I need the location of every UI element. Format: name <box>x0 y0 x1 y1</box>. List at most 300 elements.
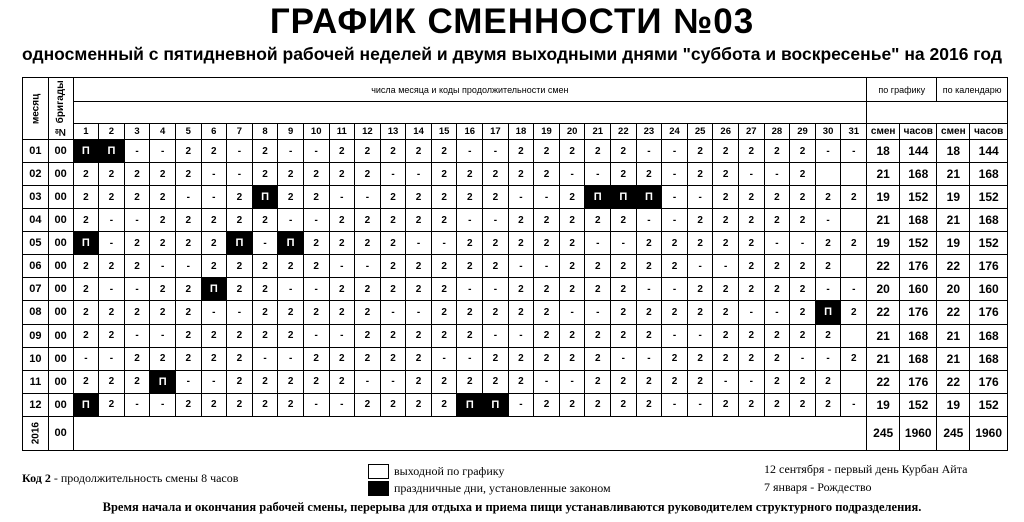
day-cell: 2 <box>662 370 688 393</box>
day-cell: 2 <box>636 393 662 416</box>
page-subtitle: односменный с пятидневной рабочей неделей и двумя выходными днями "суббота и воскресенье" на 2016 год <box>22 44 1002 64</box>
day-cell: 2 <box>99 370 125 393</box>
day-cell: 2 <box>790 278 816 301</box>
day-cell: 2 <box>457 301 483 324</box>
day-cell: 2 <box>483 301 509 324</box>
day-cell: 2 <box>431 140 457 163</box>
day-cell: 2 <box>201 393 227 416</box>
day-cell: - <box>457 140 483 163</box>
totals-spacer <box>867 102 1008 124</box>
day-cell: 2 <box>611 163 637 186</box>
calendar-hours: 176 <box>970 370 1008 393</box>
total-schedule-shifts: 245 <box>867 416 900 450</box>
day-cell: 2 <box>611 324 637 347</box>
day-cell: 2 <box>278 186 304 209</box>
day-cell: 2 <box>380 324 406 347</box>
day-cell: 2 <box>431 186 457 209</box>
day-cell: 2 <box>611 255 637 278</box>
day-cell: - <box>559 301 585 324</box>
day-cell: 2 <box>124 255 150 278</box>
day-cell: 2 <box>380 278 406 301</box>
calendar-hours: 176 <box>970 301 1008 324</box>
day-cell: 2 <box>406 347 432 370</box>
holiday-cell: П <box>278 232 304 255</box>
month-number: 11 <box>23 370 49 393</box>
total-brigade: 00 <box>48 416 73 450</box>
day-cell: 2 <box>380 186 406 209</box>
calendar-hours: 176 <box>970 255 1008 278</box>
day-cell: - <box>201 186 227 209</box>
code-legend <box>22 471 238 486</box>
day-cell: 2 <box>278 324 304 347</box>
day-number: 8 <box>252 124 278 140</box>
day-cell <box>815 163 841 186</box>
day-cell: 2 <box>585 278 611 301</box>
table-row <box>23 347 1008 370</box>
day-number: 30 <box>815 124 841 140</box>
day-cell: - <box>764 163 790 186</box>
day-cell: - <box>636 209 662 232</box>
day-cell: 2 <box>764 140 790 163</box>
day-cell: - <box>431 347 457 370</box>
day-cell: 2 <box>73 186 99 209</box>
brigade-number: 00 <box>48 255 73 278</box>
day-off-legend: выходной по графику <box>394 464 505 478</box>
schedule-hours: 168 <box>900 163 937 186</box>
code-text: - продолжительность смены 8 часов <box>50 471 239 485</box>
calendar-shifts: 20 <box>937 278 970 301</box>
day-cell: 2 <box>380 209 406 232</box>
day-cell: 2 <box>508 301 534 324</box>
shifts-header: смен <box>867 124 900 140</box>
day-cell: 2 <box>483 255 509 278</box>
day-cell: 2 <box>431 324 457 347</box>
day-cell: - <box>508 393 534 416</box>
day-cell: 2 <box>457 324 483 347</box>
day-cell: 2 <box>611 370 637 393</box>
day-cell: 2 <box>713 301 739 324</box>
day-cell: 2 <box>278 393 304 416</box>
day-cell: - <box>764 301 790 324</box>
day-cell: 2 <box>585 370 611 393</box>
day-cell: 2 <box>713 186 739 209</box>
day-cell: 2 <box>508 232 534 255</box>
calendar-shifts: 19 <box>937 232 970 255</box>
brigade-number: 00 <box>48 140 73 163</box>
day-cell: 2 <box>175 163 201 186</box>
day-cell: 2 <box>559 393 585 416</box>
day-cell: 2 <box>99 186 125 209</box>
day-cell: 2 <box>713 324 739 347</box>
holiday-cell: П <box>585 186 611 209</box>
day-cell: 2 <box>278 370 304 393</box>
day-cell: 2 <box>73 209 99 232</box>
code-label: Код 2 <box>22 471 51 485</box>
holiday-cell: П <box>73 140 99 163</box>
day-cell: 2 <box>355 163 381 186</box>
day-cell: 2 <box>636 324 662 347</box>
day-cell: 2 <box>790 324 816 347</box>
day-number: 24 <box>662 124 688 140</box>
day-cell: 2 <box>150 347 176 370</box>
day-cell: - <box>662 209 688 232</box>
footer-note: Время начала и окончания рабочей смены, перерыва для отдыха и приема пищи устанавливаются руководителем структурного подразделения. <box>102 500 922 514</box>
day-cell: 2 <box>508 140 534 163</box>
day-number: 17 <box>483 124 509 140</box>
brigade-number: 00 <box>48 301 73 324</box>
day-cell: 2 <box>559 278 585 301</box>
day-number: 14 <box>406 124 432 140</box>
day-cell: 2 <box>534 163 560 186</box>
day-cell: 2 <box>559 209 585 232</box>
month-number: 05 <box>23 232 49 255</box>
day-cell: 2 <box>355 301 381 324</box>
day-number: 3 <box>124 124 150 140</box>
total-calendar-hours: 1960 <box>970 416 1008 450</box>
day-cell: 2 <box>636 255 662 278</box>
day-cell: 2 <box>380 393 406 416</box>
holiday-legend: праздничные дни, установленные законом <box>394 481 611 495</box>
calendar-hours: 168 <box>970 324 1008 347</box>
day-cell: 2 <box>841 186 867 209</box>
schedule-hours: 176 <box>900 370 937 393</box>
day-cell: 2 <box>815 186 841 209</box>
day-cell: 2 <box>687 163 713 186</box>
day-cell: 2 <box>175 347 201 370</box>
day-cell: 2 <box>124 370 150 393</box>
day-cell: 2 <box>201 140 227 163</box>
day-cell: 2 <box>687 209 713 232</box>
day-cell: 2 <box>431 370 457 393</box>
day-cell: 2 <box>790 186 816 209</box>
day-cell: - <box>662 278 688 301</box>
schedule-shifts: 21 <box>867 324 900 347</box>
month-number: 10 <box>23 347 49 370</box>
day-cell: 2 <box>585 393 611 416</box>
calendar-hours: 152 <box>970 232 1008 255</box>
schedule-shifts: 18 <box>867 140 900 163</box>
day-cell: 2 <box>252 393 278 416</box>
day-cell: - <box>636 347 662 370</box>
schedule-shifts: 19 <box>867 186 900 209</box>
day-cell: 2 <box>278 301 304 324</box>
day-cell: - <box>150 140 176 163</box>
total-schedule-hours: 1960 <box>900 416 937 450</box>
day-cell: - <box>662 140 688 163</box>
day-cell: 2 <box>457 163 483 186</box>
day-cell: 2 <box>815 370 841 393</box>
day-cell: 2 <box>559 255 585 278</box>
day-cell: 2 <box>739 347 765 370</box>
day-cell: - <box>99 347 125 370</box>
holiday-cell: П <box>252 186 278 209</box>
day-cell: 2 <box>175 301 201 324</box>
day-cell: 2 <box>431 278 457 301</box>
day-cell <box>841 324 867 347</box>
days-spacer <box>73 102 867 124</box>
day-cell: 2 <box>483 186 509 209</box>
day-cell: 2 <box>201 255 227 278</box>
day-cell: - <box>303 209 329 232</box>
schedule-hours: 152 <box>900 232 937 255</box>
total-calendar-shifts: 245 <box>937 416 970 450</box>
day-cell: - <box>687 393 713 416</box>
brigade-number: 00 <box>48 324 73 347</box>
calendar-shifts: 18 <box>937 140 970 163</box>
day-cell: - <box>636 140 662 163</box>
day-cell: 2 <box>534 232 560 255</box>
day-cell: 2 <box>687 140 713 163</box>
day-cell: - <box>457 209 483 232</box>
day-cell: 2 <box>380 232 406 255</box>
day-cell: 2 <box>559 324 585 347</box>
day-cell: - <box>303 278 329 301</box>
day-cell: - <box>483 209 509 232</box>
calendar-hours: 144 <box>970 140 1008 163</box>
calendar-shifts: 21 <box>937 163 970 186</box>
day-cell: - <box>201 301 227 324</box>
day-cell: - <box>329 186 355 209</box>
day-cell: 2 <box>687 301 713 324</box>
month-header: месяц <box>23 78 49 140</box>
month-number: 01 <box>23 140 49 163</box>
day-cell: 2 <box>585 347 611 370</box>
day-cell: 2 <box>534 140 560 163</box>
day-cell: 2 <box>764 278 790 301</box>
calendar-shifts: 19 <box>937 186 970 209</box>
day-cell <box>841 370 867 393</box>
day-cell: 2 <box>483 232 509 255</box>
brigade-number: 00 <box>48 186 73 209</box>
table-row <box>23 140 1008 163</box>
calendar-shifts: 21 <box>937 209 970 232</box>
day-cell: - <box>585 232 611 255</box>
day-cell: 2 <box>815 393 841 416</box>
day-cell: 2 <box>150 209 176 232</box>
brigade-number: 00 <box>48 209 73 232</box>
table-row <box>23 232 1008 255</box>
day-cell: - <box>739 163 765 186</box>
schedule-shifts: 19 <box>867 232 900 255</box>
day-cell: 2 <box>227 186 253 209</box>
day-cell: - <box>201 163 227 186</box>
day-cell: 2 <box>278 255 304 278</box>
day-cell: 2 <box>201 209 227 232</box>
day-cell: - <box>380 163 406 186</box>
day-cell: 2 <box>457 370 483 393</box>
schedule-hours: 176 <box>900 255 937 278</box>
day-cell: - <box>559 370 585 393</box>
month-number: 04 <box>23 209 49 232</box>
day-cell: 2 <box>739 393 765 416</box>
day-cell: 2 <box>483 163 509 186</box>
table-row <box>23 186 1008 209</box>
day-cell: - <box>611 347 637 370</box>
day-cell: - <box>841 278 867 301</box>
day-cell: - <box>662 324 688 347</box>
day-cell: 2 <box>355 324 381 347</box>
table-row <box>23 370 1008 393</box>
day-cell: 2 <box>150 232 176 255</box>
day-cell: - <box>150 324 176 347</box>
day-cell: - <box>124 278 150 301</box>
holiday-cell: П <box>73 393 99 416</box>
day-cell: 2 <box>124 186 150 209</box>
day-cell: 2 <box>508 347 534 370</box>
day-cell: 2 <box>303 301 329 324</box>
day-cell: - <box>585 301 611 324</box>
day-cell: 2 <box>790 255 816 278</box>
day-cell: 2 <box>431 209 457 232</box>
holiday-cell: П <box>611 186 637 209</box>
day-cell: 2 <box>764 347 790 370</box>
schedule-hours: 160 <box>900 278 937 301</box>
day-cell: 2 <box>278 163 304 186</box>
day-cell: 2 <box>508 209 534 232</box>
day-number: 16 <box>457 124 483 140</box>
calendar-shifts: 19 <box>937 393 970 416</box>
day-cell: 2 <box>355 232 381 255</box>
day-cell: 2 <box>585 140 611 163</box>
day-cell: 2 <box>150 163 176 186</box>
day-cell: 2 <box>457 255 483 278</box>
day-cell: 2 <box>380 347 406 370</box>
day-cell: 2 <box>713 232 739 255</box>
day-cell: 2 <box>227 370 253 393</box>
holiday-note: 7 января - Рождество <box>764 480 872 494</box>
day-number: 15 <box>431 124 457 140</box>
day-cell: - <box>406 163 432 186</box>
day-cell: 2 <box>329 232 355 255</box>
month-number: 02 <box>23 163 49 186</box>
day-cell: - <box>483 140 509 163</box>
day-cell: - <box>303 140 329 163</box>
days-caption: числа месяца и коды продолжительности смен <box>73 78 867 102</box>
day-cell: 2 <box>355 209 381 232</box>
schedule-shifts: 20 <box>867 278 900 301</box>
month-number: 09 <box>23 324 49 347</box>
day-cell: - <box>355 255 381 278</box>
day-cell: 2 <box>252 278 278 301</box>
day-number: 4 <box>150 124 176 140</box>
schedule-shifts: 19 <box>867 393 900 416</box>
day-cell: 2 <box>73 163 99 186</box>
day-number: 21 <box>585 124 611 140</box>
day-cell: - <box>508 324 534 347</box>
day-cell: - <box>815 140 841 163</box>
day-cell: - <box>764 232 790 255</box>
day-cell: - <box>534 186 560 209</box>
day-cell: 2 <box>636 301 662 324</box>
table-row <box>23 301 1008 324</box>
day-cell: 2 <box>662 232 688 255</box>
day-cell: - <box>790 347 816 370</box>
schedule-shifts: 21 <box>867 209 900 232</box>
day-cell: 2 <box>713 163 739 186</box>
day-cell: 2 <box>124 232 150 255</box>
day-cell: 2 <box>534 278 560 301</box>
day-cell: 2 <box>790 370 816 393</box>
month-number: 06 <box>23 255 49 278</box>
day-cell: 2 <box>406 278 432 301</box>
day-cell: 2 <box>534 301 560 324</box>
day-cell: - <box>303 324 329 347</box>
day-cell: - <box>483 278 509 301</box>
holiday-cell: П <box>483 393 509 416</box>
day-cell: 2 <box>764 324 790 347</box>
day-cell: - <box>99 278 125 301</box>
schedule-hours: 152 <box>900 186 937 209</box>
hours-header: часов <box>970 124 1008 140</box>
day-cell: - <box>227 301 253 324</box>
day-cell: 2 <box>764 209 790 232</box>
table-row <box>23 393 1008 416</box>
day-cell: 2 <box>636 163 662 186</box>
day-cell: - <box>687 255 713 278</box>
hours-header: часов <box>900 124 937 140</box>
day-cell: 2 <box>713 278 739 301</box>
day-cell: 2 <box>99 301 125 324</box>
day-cell: 2 <box>303 232 329 255</box>
day-cell: - <box>227 140 253 163</box>
calendar-hours: 168 <box>970 209 1008 232</box>
day-cell: 2 <box>662 301 688 324</box>
day-number: 25 <box>687 124 713 140</box>
day-cell: 2 <box>534 393 560 416</box>
schedule-hours: 168 <box>900 209 937 232</box>
day-cell: - <box>534 255 560 278</box>
day-cell: - <box>99 232 125 255</box>
by-calendar-header: по календарю <box>937 78 1008 102</box>
day-cell: 2 <box>508 163 534 186</box>
day-cell: 2 <box>585 209 611 232</box>
day-cell: 2 <box>406 393 432 416</box>
day-cell: - <box>124 140 150 163</box>
day-cell: 2 <box>227 324 253 347</box>
brigade-number: 00 <box>48 347 73 370</box>
calendar-hours: 160 <box>970 278 1008 301</box>
holiday-cell: П <box>457 393 483 416</box>
day-cell: - <box>303 393 329 416</box>
day-cell: 2 <box>227 209 253 232</box>
day-cell: 2 <box>739 140 765 163</box>
day-cell: 2 <box>99 324 125 347</box>
day-cell: - <box>329 393 355 416</box>
day-cell: 2 <box>99 393 125 416</box>
day-number: 28 <box>764 124 790 140</box>
day-cell: 2 <box>303 255 329 278</box>
day-cell: 2 <box>790 393 816 416</box>
holiday-cell: П <box>815 301 841 324</box>
day-cell: - <box>815 209 841 232</box>
day-number: 22 <box>611 124 637 140</box>
day-cell: 2 <box>713 393 739 416</box>
day-cell: 2 <box>227 255 253 278</box>
brigade-number: 00 <box>48 163 73 186</box>
holiday-cell: П <box>73 232 99 255</box>
day-cell: 2 <box>611 301 637 324</box>
day-cell: 2 <box>431 255 457 278</box>
day-cell: - <box>739 370 765 393</box>
calendar-shifts: 21 <box>937 347 970 370</box>
day-cell: 2 <box>611 140 637 163</box>
day-cell: 2 <box>406 140 432 163</box>
day-number: 1 <box>73 124 99 140</box>
day-cell: - <box>252 232 278 255</box>
day-number: 23 <box>636 124 662 140</box>
day-cell: 2 <box>406 255 432 278</box>
total-row <box>23 416 1008 450</box>
